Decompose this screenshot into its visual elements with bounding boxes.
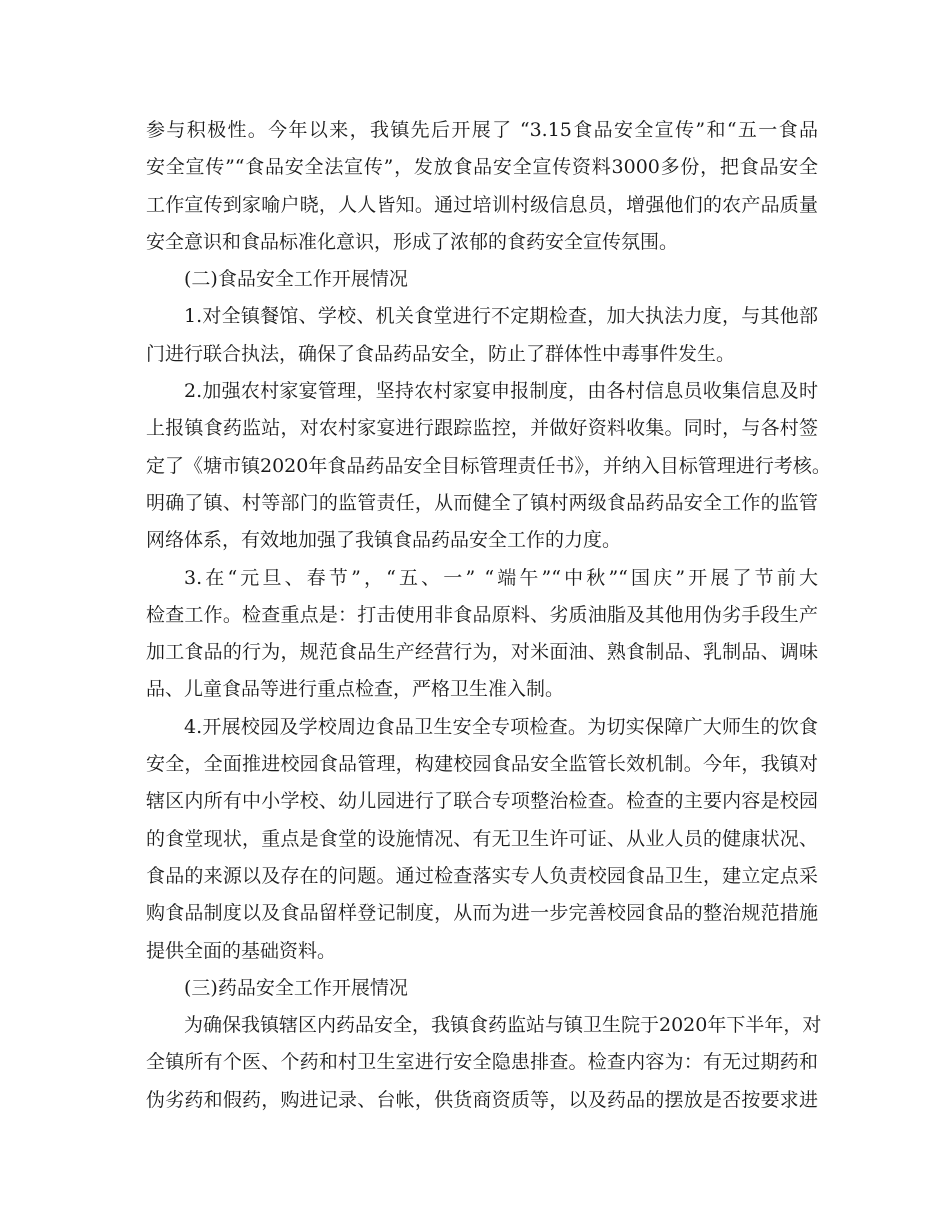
text-line: 2.加强农村家宴管理，坚持农村家宴申报制度，由各村信息员收集信息及时: [184, 380, 818, 403]
text-line: 安全，全面推进校园食品管理，构建校园食品安全监管长效机制。今年，我镇对: [146, 753, 818, 776]
document-body: [146, 112, 831, 1119]
text-line: 辖区内所有中小学校、幼儿园进行了联合专项整治检查。检查的主要内容是校园: [146, 790, 818, 813]
text-line: (三)药品安全工作开展情况: [184, 976, 408, 999]
text-line: 4.开展校园及学校周边食品卫生安全专项检查。为切实保障广大师生的饮食: [184, 715, 818, 738]
text-line: 3.在“元旦、春节”，“五、一” “端午”“中秋”“国庆”开展了节前大: [184, 566, 818, 589]
text-line: 加工食品的行为，规范食品生产经营行为，对米面油、熟食制品、乳制品、调味: [146, 641, 818, 664]
text-line: 安全意识和食品标准化意识，形成了浓郁的食药安全宣传氛围。: [146, 230, 679, 253]
text-line: 为确保我镇辖区内药品安全，我镇食药监站与镇卫生院于2020年下半年，对: [184, 1014, 822, 1037]
text-line: 工作宣传到家喻户晓，人人皆知。通过培训村级信息员，增强他们的农产品质量: [146, 193, 818, 216]
text-line: 安全宣传”“食品安全法宣传”，发放食品安全宣传资料3000多份，把食品安全: [146, 156, 818, 179]
text-line: 网络体系，有效地加强了我镇食品药品安全工作的力度。: [146, 529, 622, 552]
text-line: 的食堂现状，重点是食堂的设施情况、有无卫生许可证、从业人员的健康状况、: [146, 827, 818, 850]
text-line: 门进行联合执法，确保了食品药品安全，防止了群体性中毒事件发生。: [146, 342, 736, 365]
text-line: 定了《塘市镇2020年食品药品安全目标管理责任书》，并纳入目标管理进行考核。: [146, 454, 831, 477]
text-line: 1.对全镇餐馆、学校、机关食堂进行不定期检查，加大执法力度，与其他部: [184, 305, 818, 328]
text-line: 检查工作。检查重点是：打击使用非食品原料、劣质油脂及其他用伪劣手段生产: [146, 603, 818, 626]
text-line: 品、儿童食品等进行重点检查，严格卫生准入制。: [146, 678, 565, 701]
text-line: 提供全面的基础资料。: [146, 939, 337, 962]
text-line: 全镇所有个医、个药和村卫生室进行安全隐患排查。检查内容为：有无过期药和: [146, 1051, 818, 1074]
text-line: 参与积极性。今年以来，我镇先后开展了 “3.15食品安全宣传”和“五一食品: [146, 119, 818, 141]
text-line: (二)食品安全工作开展情况: [184, 268, 408, 291]
text-line: 伪劣药和假药，购进记录、台帐，供货商资质等，以及药品的摆放是否按要求进: [146, 1088, 818, 1111]
text-line: 购食品制度以及食品留样登记制度，从而为进一步完善校园食品的整治规范措施: [146, 902, 818, 925]
text-line: 上报镇食药监站，对农村家宴进行跟踪监控，并做好资料收集。同时，与各村签: [146, 417, 818, 440]
text-line: 食品的来源以及存在的问题。通过检查落实专人负责校园食品卫生，建立定点采: [146, 864, 818, 887]
text-line: 明确了镇、村等部门的监管责任，从而健全了镇村两级食品药品安全工作的监管: [146, 491, 818, 514]
